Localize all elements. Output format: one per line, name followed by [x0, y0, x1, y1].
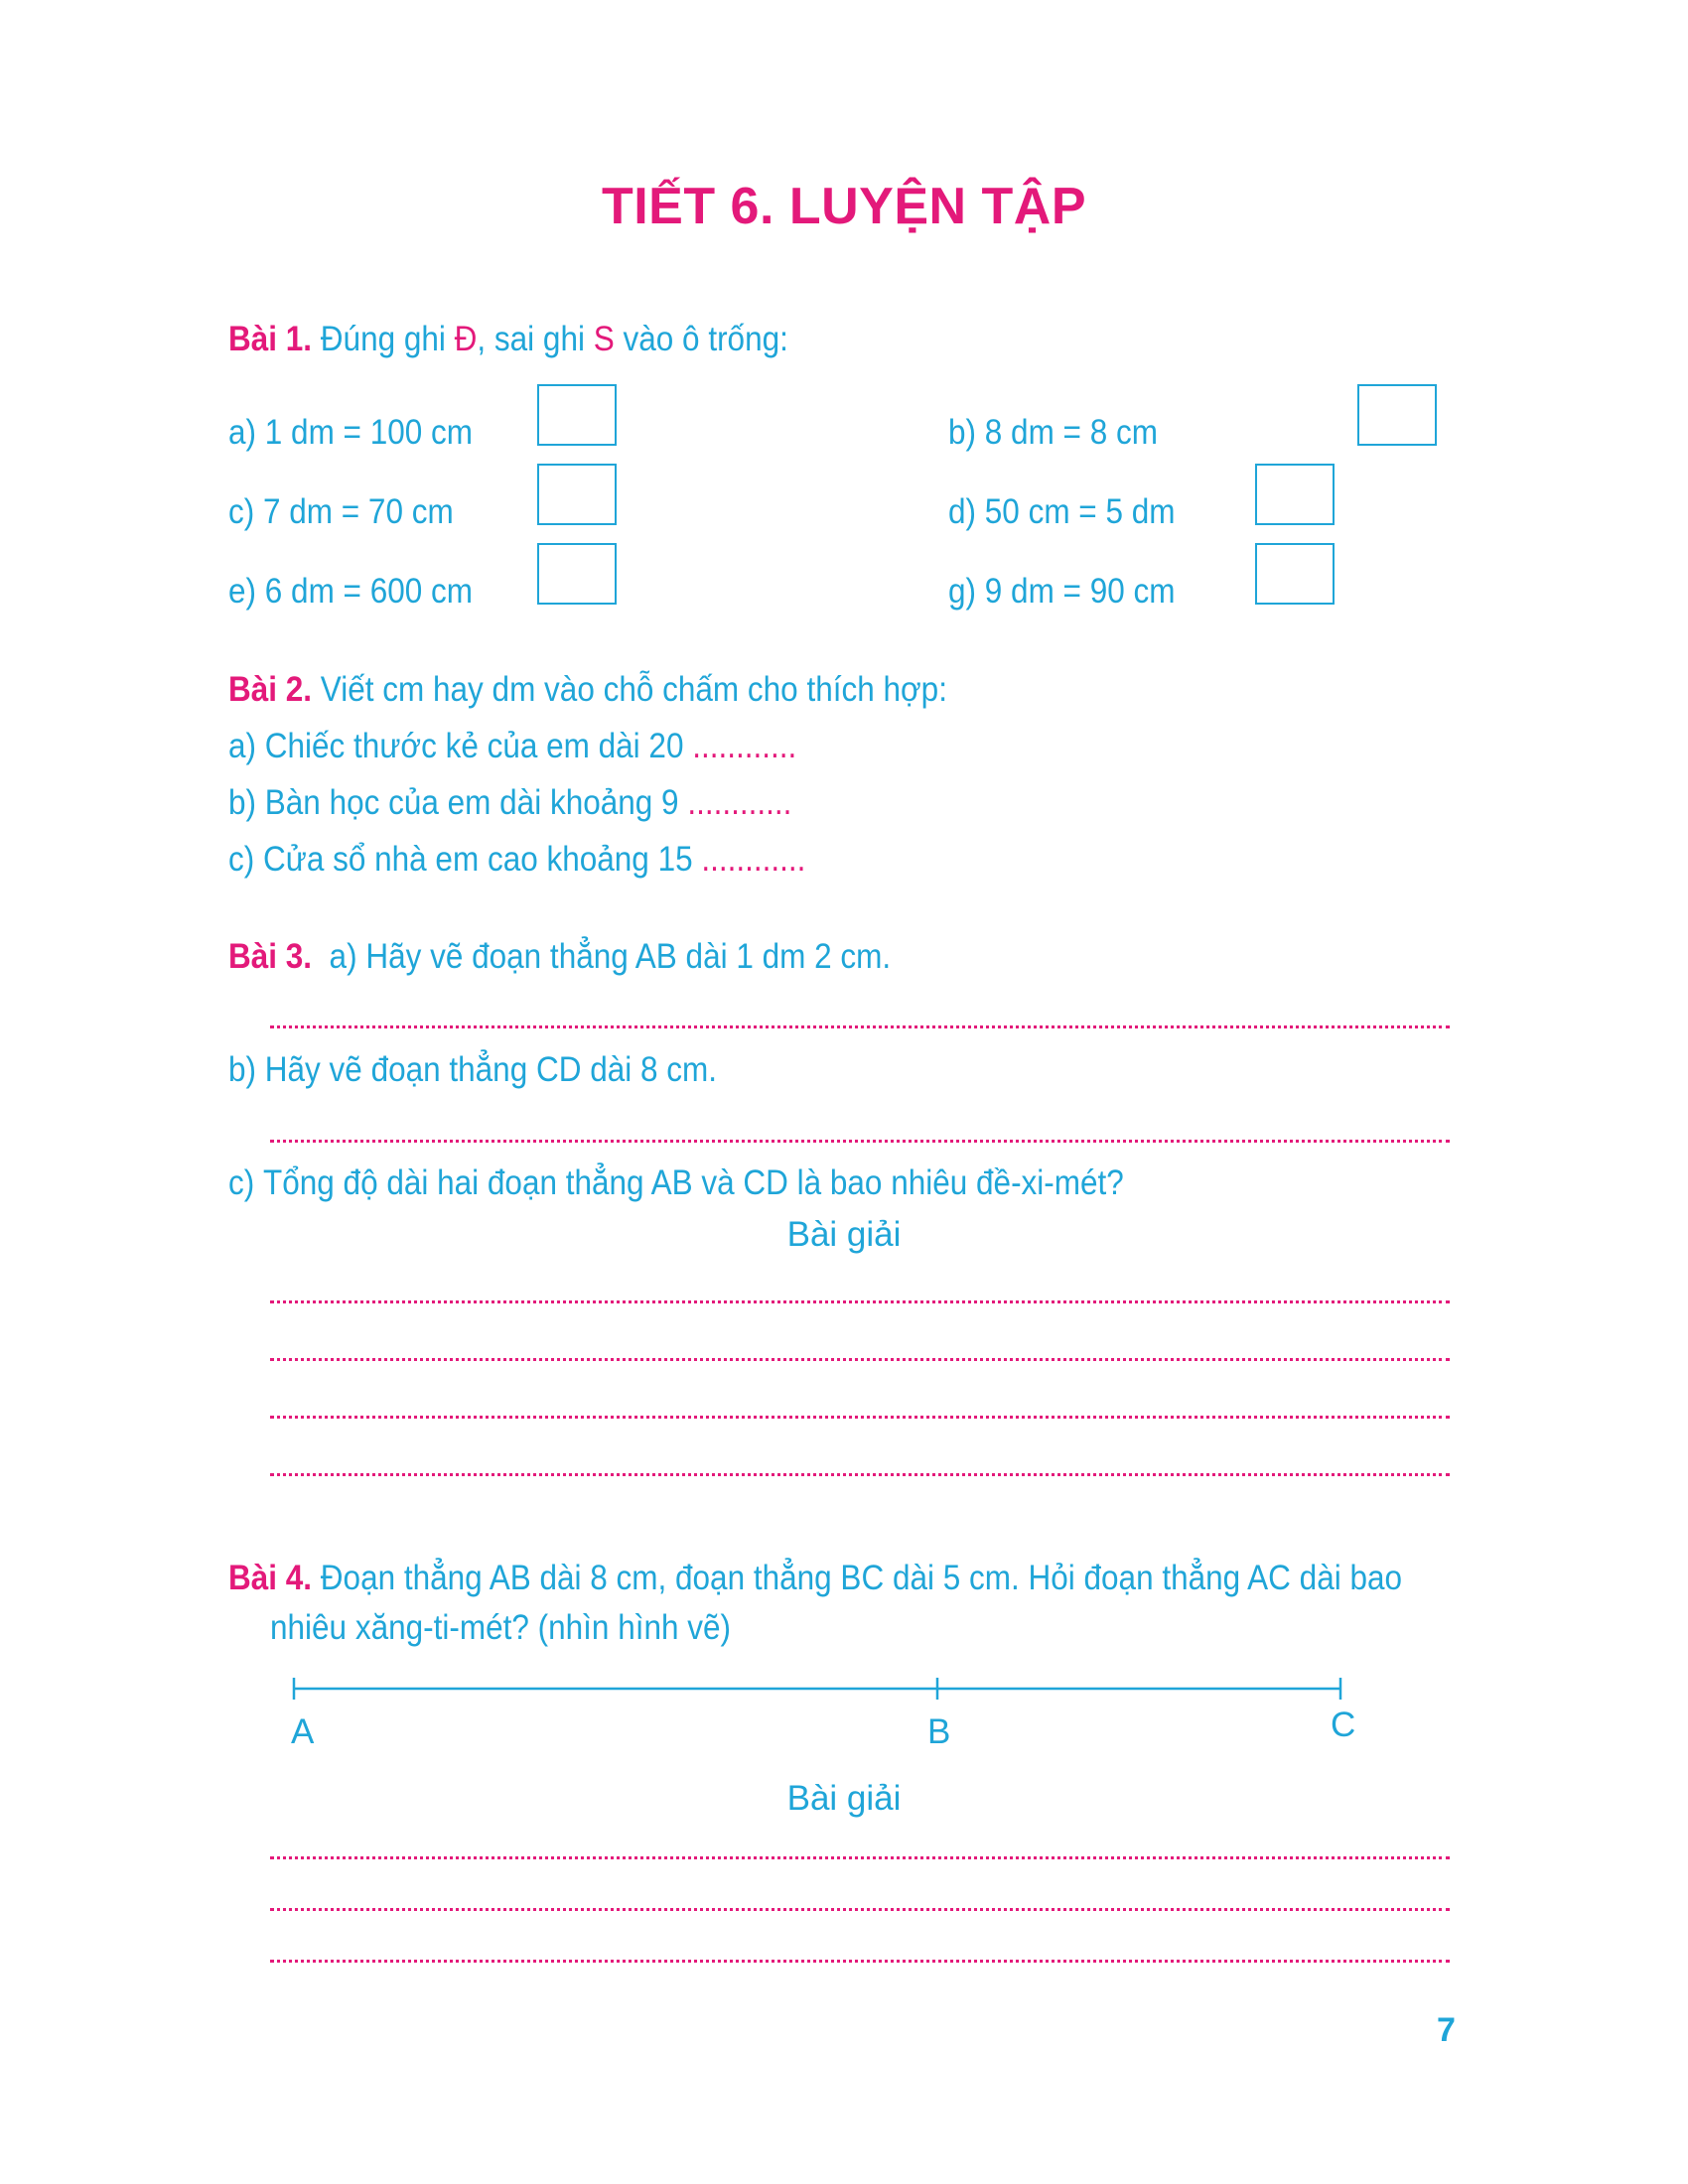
page-number: 7 — [1437, 2011, 1456, 2049]
bai3-c-text: Tổng độ dài hai đoạn thẳng AB và CD là bao nhiêu đề-xi-mét? — [263, 1163, 1124, 1202]
item-label: c) — [228, 492, 255, 531]
item-text: Bàn học của em dài khoảng 9 — [264, 783, 679, 822]
bai4-heading: Bài 4. — [228, 1559, 313, 1597]
item-label: c) — [228, 1163, 255, 1202]
fill-blank[interactable]: ............ — [687, 783, 792, 822]
item-label: b) — [228, 783, 257, 822]
item-label: b) — [948, 413, 977, 452]
bai4-solution-label: Bài giải — [786, 1779, 902, 1818]
item-label: g) — [948, 572, 977, 611]
item-expr: 8 dm = 8 cm — [984, 413, 1158, 452]
bai3-solution-label: Bài giải — [786, 1215, 902, 1254]
bai4-instruction-line2: nhiêu xăng-ti-mét? (nhìn hình vẽ) — [270, 1608, 732, 1647]
bai1-d-letter: Đ — [454, 320, 478, 358]
bai2-heading: Bài 2. — [228, 670, 313, 709]
bai1-heading: Bài 1. — [228, 320, 313, 358]
page-title: TIẾT 6. LUYỆN TẬP — [601, 178, 1087, 235]
item-label: e) — [228, 572, 257, 611]
bai3-b-text: Hãy vẽ đoạn thẳng CD dài 8 cm. — [264, 1050, 718, 1089]
item-expr: 50 cm = 5 dm — [984, 492, 1176, 531]
bai3-heading: Bài 3. — [228, 937, 313, 976]
point-label-b: B — [927, 1712, 951, 1751]
answer-line[interactable] — [270, 1960, 1450, 1963]
item-expr: 6 dm = 600 cm — [264, 572, 474, 611]
item-label: b) — [228, 1050, 257, 1089]
item-label: c) — [228, 840, 255, 879]
fill-blank[interactable]: ............ — [692, 727, 797, 765]
fill-blank[interactable]: ............ — [701, 840, 806, 879]
item-expr: 9 dm = 90 cm — [984, 572, 1176, 611]
bai2-text: Viết cm hay dm vào chỗ chấm cho thích hợp: — [312, 670, 947, 709]
bai1-text-mid: , sai ghi — [477, 320, 594, 358]
bai4-line1-text: Đoạn thẳng AB dài 8 cm, đoạn thẳng BC dài 5 cm. Hỏi đoạn thẳng AC dài bao — [312, 1559, 1403, 1597]
item-expr: 1 dm = 100 cm — [264, 413, 474, 452]
item-text: Chiếc thước kẻ của em dài 20 — [264, 727, 684, 765]
item-expr: 7 dm = 70 cm — [263, 492, 454, 531]
bai1-text-post: vào ô trống: — [614, 320, 788, 358]
bai1-text-pre: Đúng ghi — [312, 320, 455, 358]
item-label: a) — [228, 727, 257, 765]
point-label-a: A — [291, 1712, 315, 1751]
answer-line[interactable] — [270, 1856, 1450, 1859]
item-label: a) — [228, 413, 257, 452]
item-text: Cửa sổ nhà em cao khoảng 15 — [263, 840, 693, 879]
point-label-c: C — [1331, 1706, 1356, 1744]
item-label: d) — [948, 492, 977, 531]
answer-line[interactable] — [270, 1908, 1450, 1911]
bai3-a-text: a) Hãy vẽ đoạn thẳng AB dài 1 dm 2 cm. — [329, 937, 892, 976]
bai1-s-letter: S — [593, 320, 615, 358]
